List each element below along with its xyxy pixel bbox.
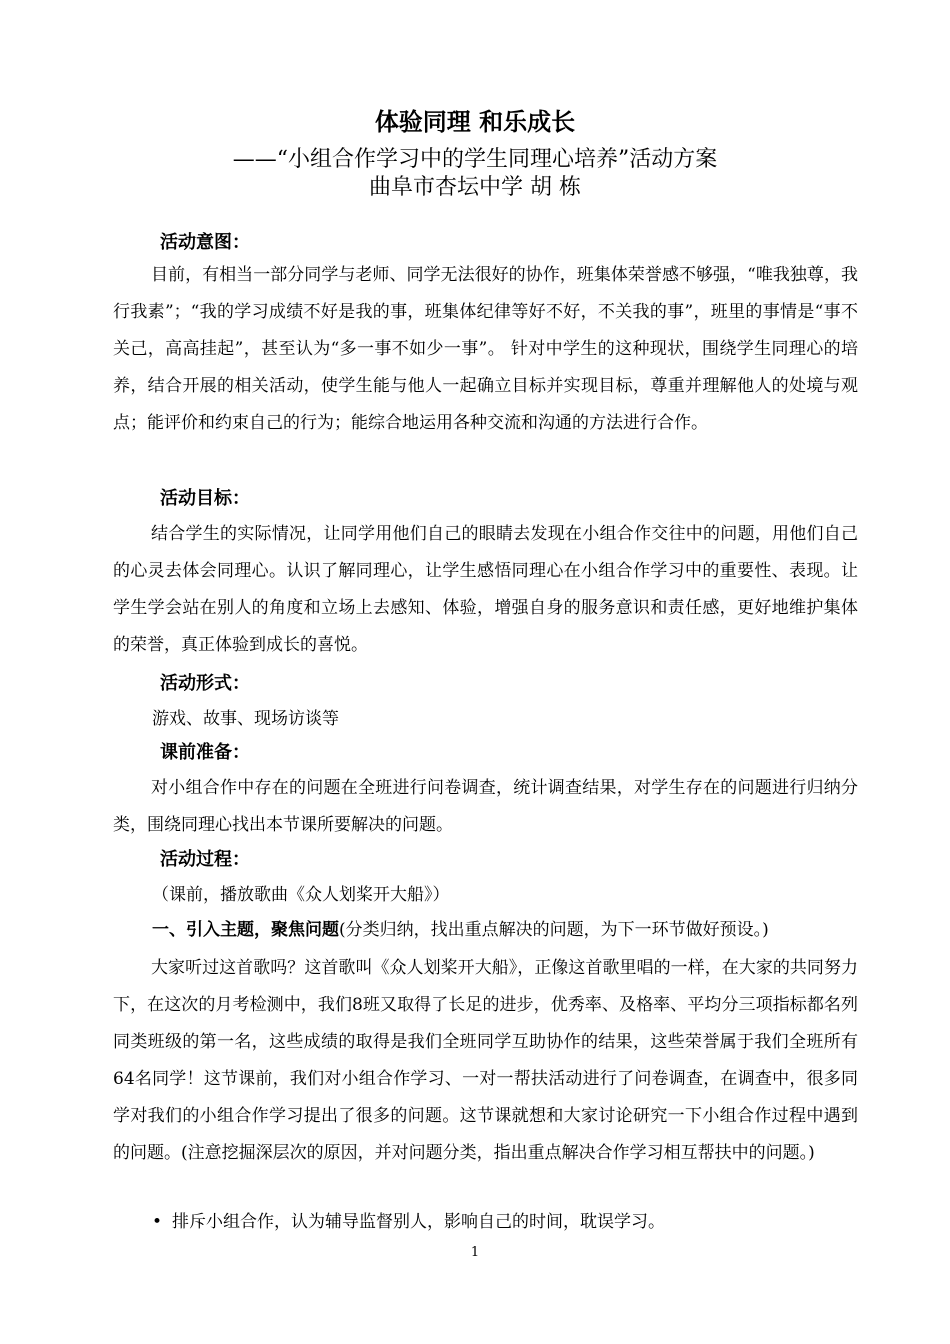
step-1-title: 一、引入主题，聚焦问题 xyxy=(152,920,339,940)
section-heading-process: 活动过程： xyxy=(160,849,250,870)
process-note: （课前，播放歌曲《众人划桨开大船》） xyxy=(152,885,450,905)
bullet-text: 排斥小组合作，认为辅导监督别人，影响自己的时间，耽误学习。 xyxy=(172,1212,665,1232)
section-text-intent: 目前，有相当一部分同学与老师、同学无法很好的协作，班集体荣誉感不够强，“唯我独尊，我行我素”；“我的学习成绩不好是我的事，班集体纪律等好不好，不关我的事”，班里的事情是“事不关己，高高挂起”，甚至认为“多一事不如少一事”。 针对中学生的这种现状，围绕学生同理心的培养，结合开展的相关活动，使学生能与他人一起确立目标并实现目标，尊重并理解他人的处境与观点；能评价和约束自己的行为；能综合地运用各种交流和沟通的方法进行合作。 xyxy=(113,265,858,433)
section-heading-prep: 课前准备： xyxy=(160,742,250,763)
bullet-item-1 xyxy=(152,1208,852,1236)
section-text-goal: 结合学生的实际情况，让同学用他们自己的眼睛去发现在小组合作交往中的问题，用他们自己的心灵去体会同理心。认识了解同理心，让学生感悟同理心在小组合作学习中的重要性、表现。让学生学会站在别人的角度和立场上去感知、体验，增强自身的服务意识和责任感，更好地维护集体的荣誉，真正体验到成长的喜悦。 xyxy=(113,524,858,655)
section-heading-form: 活动形式： xyxy=(160,673,250,694)
step-1-note: (分类归纳，找出重点解决的问题，为下一环节做好预设。) xyxy=(339,920,769,940)
step-1-text: 大家听过这首歌吗？这首歌叫《众人划桨开大船》，正像这首歌里唱的一样，在大家的共同努力下，在这次的月考检测中，我们8班又取得了长足的进步，优秀率、及格率、平均分三项指标都名列同类班级的第一名，这些成绩的取得是我们全班同学互助协作的结果，这些荣誉属于我们全班所有64名同学！这节课前，我们对小组合作学习、一对一帮扶活动进行了问卷调查，在调查中，很多同学对我们的小组合作学习提出了很多的问题。这节课就想和大家讨论研究一下小组合作过程中遇到的问题。(注意挖掘深层次的原因，并对问题分类，指出重点解决合作学习相互帮扶中的问题。) xyxy=(113,958,858,1163)
document-subtitle: ——“小组合作学习中的学生同理心培养”活动方案 xyxy=(232,147,718,172)
bullet-icon: • xyxy=(152,1212,163,1232)
section-text-prep: 对小组合作中存在的问题在全班进行问卷调查，统计调查结果，对学生存在的问题进行归纳分类，围绕同理心找出本节课所要解决的问题。 xyxy=(113,778,858,835)
step-1-line xyxy=(152,916,872,944)
page-number: 1 xyxy=(470,1245,480,1260)
section-heading-goal: 活动目标： xyxy=(160,488,250,509)
section-heading-intent: 活动意图： xyxy=(160,232,250,253)
document-author: 曲阜市杏坛中学 胡 栋 xyxy=(369,175,581,200)
section-text-form: 游戏、故事、现场访谈等 xyxy=(152,709,339,729)
document-title: 体验同理 和乐成长 xyxy=(374,108,576,136)
